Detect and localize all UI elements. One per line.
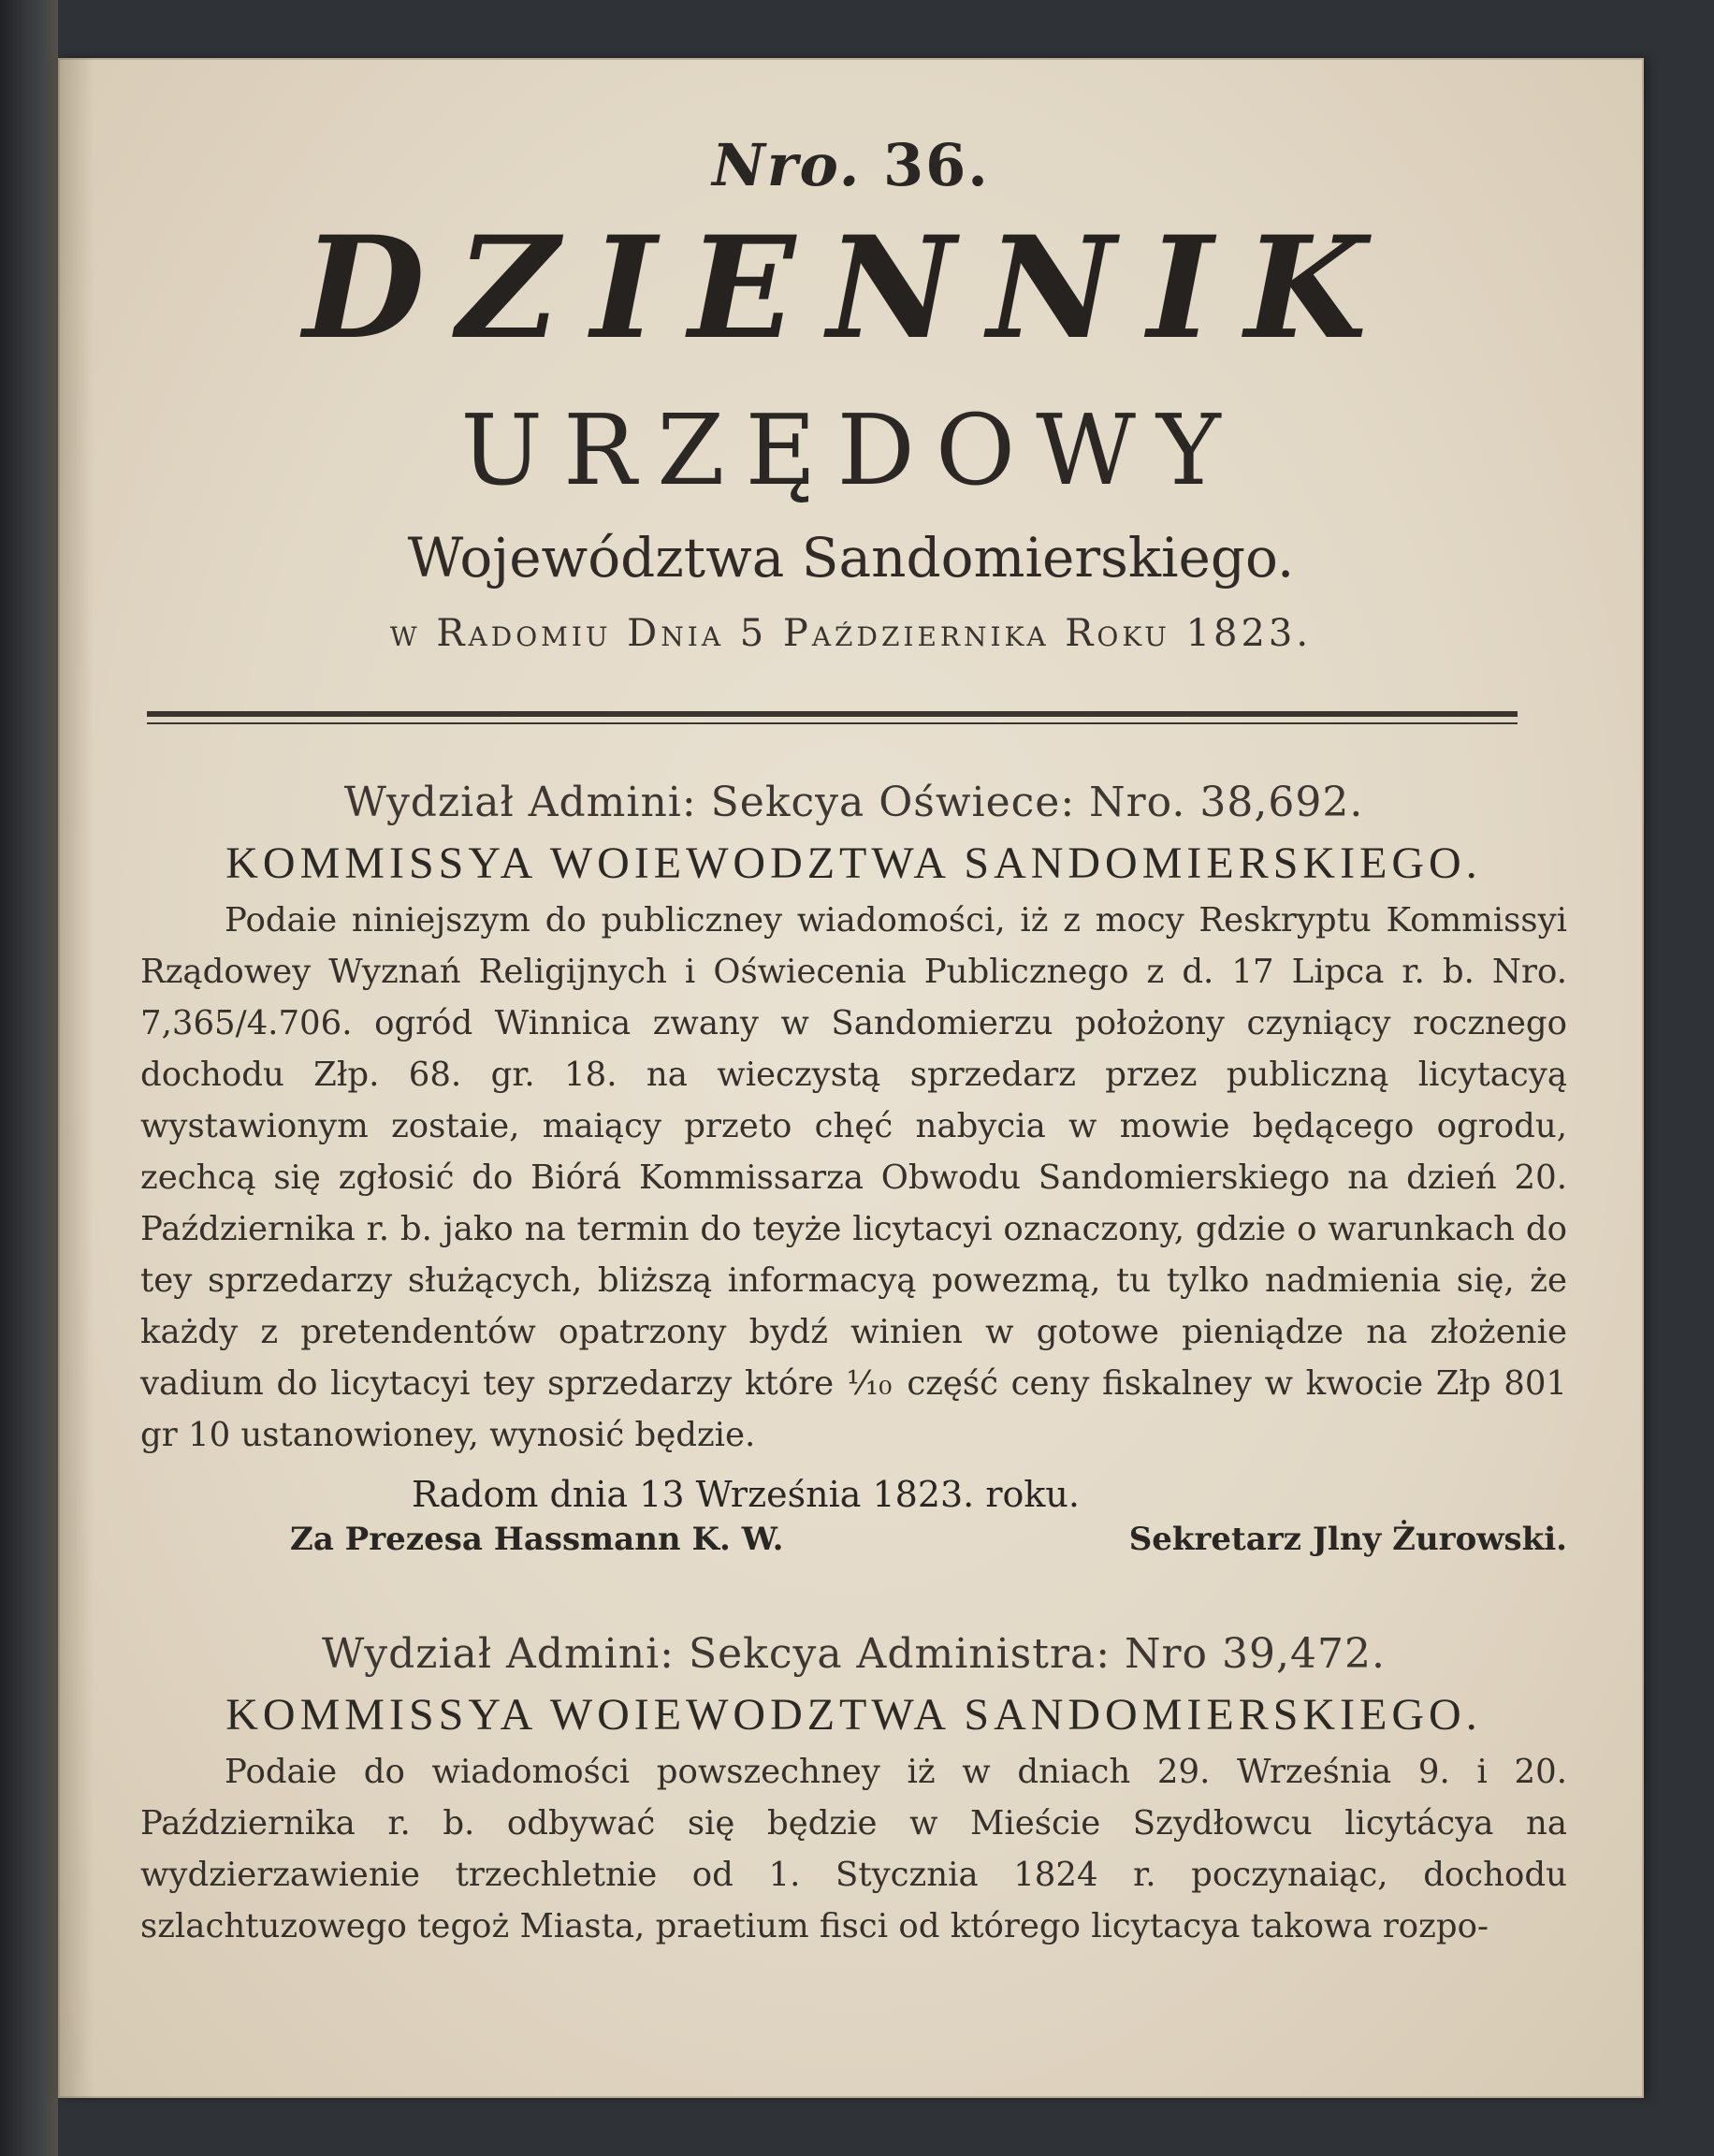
notice-2-title: KOMMISSYA WOIEWODZTWA SANDOMIERSKIEGO. [225, 1690, 1482, 1740]
notice-2 [140, 1630, 1567, 1952]
signature-secretary: Sekretarz Jlny Żurowski. [1128, 1521, 1567, 1558]
masthead-rule-thin [147, 722, 1518, 724]
notice-2-body: Podaie do wiadomości powszechney iż w dniach 29. Września 9. i 20. Października r. b. odbywać się będzie w Mieście Szydłowcu licytácya na wydzierzawienie trzechletnie od 1. Stycznia 1824 r. poczynaiąc, dochodu szlachtuzowego tegoż Miasta, praetium fisci od którego licytacya takowa rozpo- [140, 1753, 1567, 1945]
notice-1-header: Wydział Admini: Sekcya Oświece: Nro. 38,692. [343, 779, 1364, 826]
document-page [58, 58, 1644, 2098]
masthead-dateline: w Radomiu Dnia 5 Października Roku 1823. [389, 612, 1313, 655]
notice-1-body: Podaie niniejszym do publiczney wiadomości, iż z mocy Reskryptu Kommissyi Rządowey Wyznań Religijnych i Oświecenia Publicznego z d. 17 Lipca r. b. Nro. 7,365/4.706. ogród Winnica zwany w Sandomierzu położony czyniący rocznego dochodu Złp. 68. gr. 18. na wieczystą sprzedarz przez publiczną licytacyą wystawionym zostaie, maiący przeto chęć nabycia w mowie będącego ogrodu, zechcą się zgłosić do Biórá Kommissarza Obwodu Sandomierskiego na dzień 20. Października r. b. jako na termin do teyże licytacyi oznaczony, gdzie o warunkach do tey sprzedarzy służących, bliższą informacyą powezmą, tu tylko nadmienia się, że każdy z pretendentów opatrzony bydź winien w gotowe pieniądze na złożenie vadium do licytacyi tey sprzedarzy które ⅒ część ceny fiskalney w kwocie Złp 801 gr 10 ustanowioney, wynosić będzie. [140, 901, 1567, 1454]
masthead-subtitle: URZĘDOWY [460, 393, 1242, 507]
masthead-rule-thick [147, 711, 1518, 717]
notice-1-date: Radom dnia 13 Września 1823. roku. [412, 1474, 1080, 1515]
issue-number-label: Nro. [712, 131, 862, 199]
notice-1-signatures [140, 1521, 1567, 1573]
masthead-title: DZIENNIK [303, 206, 1399, 371]
signature-president: Za Prezesa Hassmann K. W. [290, 1521, 784, 1558]
notice-1 [140, 779, 1567, 1573]
masthead-region: Województwa Sandomierskiego. [407, 526, 1295, 590]
book-spine [0, 0, 58, 2156]
notice-1-title: KOMMISSYA WOIEWODZTWA SANDOMIERSKIEGO. [225, 838, 1482, 888]
issue-number-value: 36. [882, 131, 990, 199]
notice-2-header: Wydział Admini: Sekcya Administra: Nro 39,472. [322, 1630, 1386, 1678]
issue-number [58, 131, 1644, 199]
